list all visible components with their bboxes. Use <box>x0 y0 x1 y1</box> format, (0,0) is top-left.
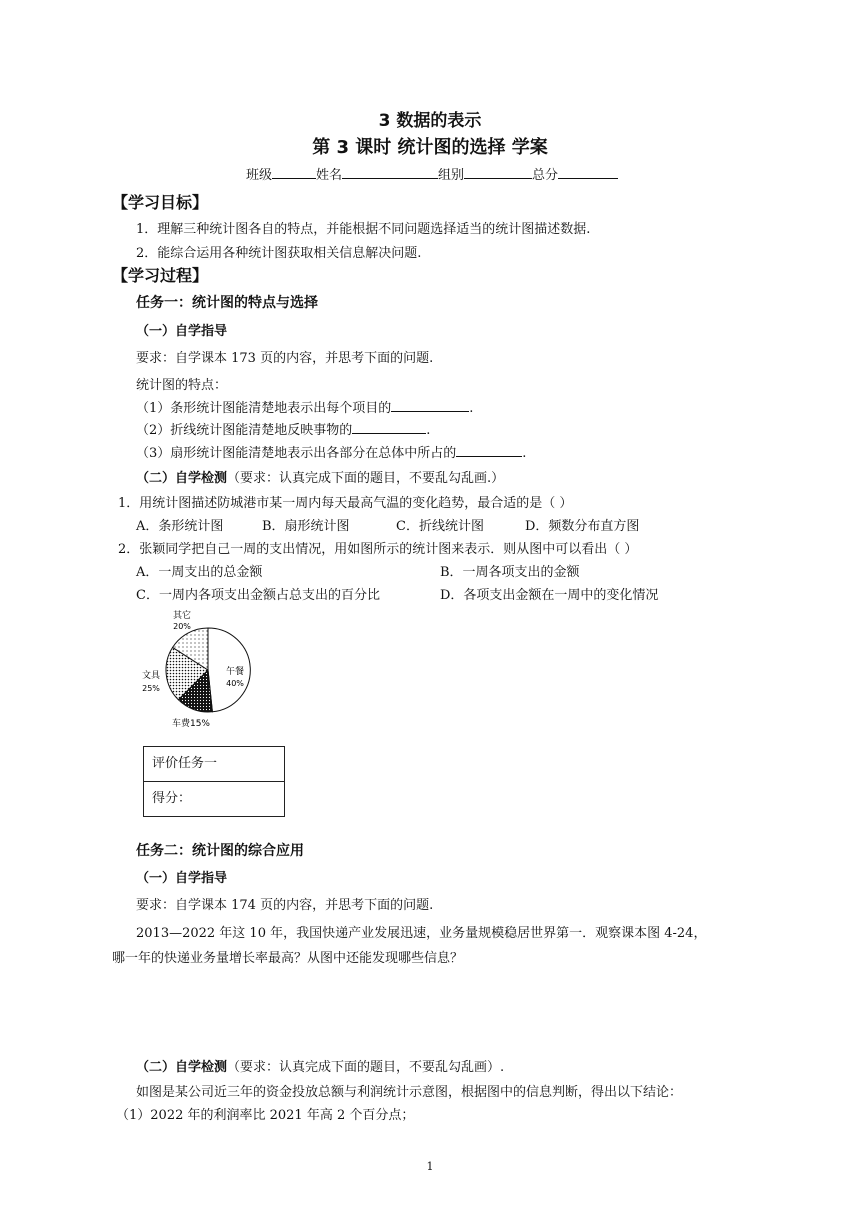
feature-item <box>136 419 430 438</box>
task1-guide-text: 要求：自学课本 173 页的内容，并思考下面的问题. <box>136 351 434 366</box>
q2-option-d[interactable]: D．各项支出金额在一周中的变化情况 <box>440 588 659 603</box>
features-intro: 统计图的特点： <box>136 378 228 393</box>
task1-check-note: （要求：认真完成下面的题目，不要乱勾乱画.） <box>227 471 505 486</box>
task2-heading: 任务二：统计图的综合应用 <box>136 843 304 859</box>
task1-check-line <box>136 467 504 486</box>
task2-paragraph-line1: 2013—2022 年这 10 年，我国快递产业发展迅速，业务量规模稳居世界第一．观察课本图 4-24， <box>136 926 707 941</box>
q1-option-a[interactable]: A．条形统计图 <box>136 519 224 534</box>
q2-option-c[interactable]: C．一周内各项支出金额占总支出的百分比 <box>136 588 380 603</box>
q2-option-a[interactable]: A．一周支出的总金额 <box>136 565 263 580</box>
task2-check-heading: （二）自学检测 <box>136 1060 228 1075</box>
feature-item <box>136 397 473 416</box>
pie-pct-stationery: 25% <box>142 684 160 693</box>
group-label: 组别 <box>438 168 465 183</box>
pie-label-lunch: 午餐 <box>225 667 245 677</box>
task2-paragraph-line2: 哪一年的快递业务量增长率最高？从图中还能发现哪些信息？ <box>112 951 464 966</box>
class-blank[interactable] <box>272 166 316 179</box>
name-label: 姓名 <box>316 168 343 183</box>
student-info-line <box>246 164 618 183</box>
task1-check-heading: （二）自学检测 <box>136 471 228 486</box>
class-label: 班级 <box>246 168 273 183</box>
objective-item: 2．能综合运用各种统计图获取相关信息解决问题. <box>136 246 422 261</box>
task2-guide-heading: （一）自学指导 <box>136 871 228 886</box>
name-blank[interactable] <box>342 166 438 179</box>
expense-pie-chart <box>130 606 260 731</box>
total-score-blank[interactable] <box>558 166 618 179</box>
score-label: 总分 <box>532 168 559 183</box>
pie-pct-other: 20% <box>173 622 191 631</box>
objective-item: 1．理解三种统计图各自的特点，并能根据不同问题选择适当的统计图描述数据. <box>136 222 591 237</box>
question-2-stem: 2．张颖同学把自己一周的支出情况，用如图所示的统计图来表示．则从图中可以看出（ ） <box>118 542 638 557</box>
pie-label-stationery: 文具 <box>141 671 161 681</box>
task2-check-text: 如图是某公司近三年的资金投放总额与利润统计示意图，根据图中的信息判断，得出以下结论： <box>136 1085 683 1100</box>
task2-check-line <box>136 1056 504 1075</box>
feature-text: （2）折线统计图能清楚地反映事物的 <box>136 423 353 438</box>
group-blank[interactable] <box>464 166 532 179</box>
task1-heading: 任务一：统计图的特点与选择 <box>136 295 318 311</box>
objectives-heading: 【学习目标】 <box>112 193 209 212</box>
task2-guide-text: 要求：自学课本 174 页的内容，并思考下面的问题. <box>136 898 434 913</box>
feature-end: . <box>522 446 527 461</box>
evaluation-box-task1 <box>143 746 285 817</box>
q2-option-b[interactable]: B．一周各项支出的金额 <box>440 565 580 580</box>
feature-end: . <box>426 423 431 438</box>
task2-conclusion-1: （1）2022 年的利润率比 2021 年高 2 个百分点； <box>116 1108 415 1123</box>
feature-answer-blank[interactable] <box>456 444 522 457</box>
evaluation-title: 评价任务一 <box>152 756 218 771</box>
feature-item <box>136 442 526 461</box>
task2-check-note: （要求：认真完成下面的题目，不要乱勾乱画）. <box>227 1060 505 1075</box>
q1-option-b[interactable]: B．扇形统计图 <box>262 519 350 534</box>
task1-guide-heading: （一）自学指导 <box>136 324 228 339</box>
lesson-title: 3 数据的表示 <box>378 111 482 131</box>
pie-label-other: 其它 <box>172 611 192 621</box>
feature-text: （3）扇形统计图能清楚地表示出各部分在总体中所占的 <box>136 446 457 461</box>
feature-answer-blank[interactable] <box>391 399 469 412</box>
page-number: 1 <box>426 1160 434 1173</box>
feature-end: . <box>469 401 474 416</box>
process-heading: 【学习过程】 <box>112 266 209 285</box>
feature-answer-blank[interactable] <box>352 421 426 434</box>
feature-text: （1）条形统计图能清楚地表示出每个项目的 <box>136 401 392 416</box>
evaluation-score[interactable]: 得分： <box>144 781 284 816</box>
q1-option-d[interactable]: D．频数分布直方图 <box>525 519 640 534</box>
pie-label-fare: 车费15% <box>171 719 211 729</box>
pie-pct-lunch: 40% <box>226 679 244 688</box>
lesson-subtitle: 第 3 课时 统计图的选择 学案 <box>312 137 548 158</box>
q1-option-c[interactable]: C．折线统计图 <box>396 519 484 534</box>
question-1-stem: 1．用统计图描述防城港市某一周内每天最高气温的变化趋势，最合适的是（ ） <box>118 496 573 511</box>
